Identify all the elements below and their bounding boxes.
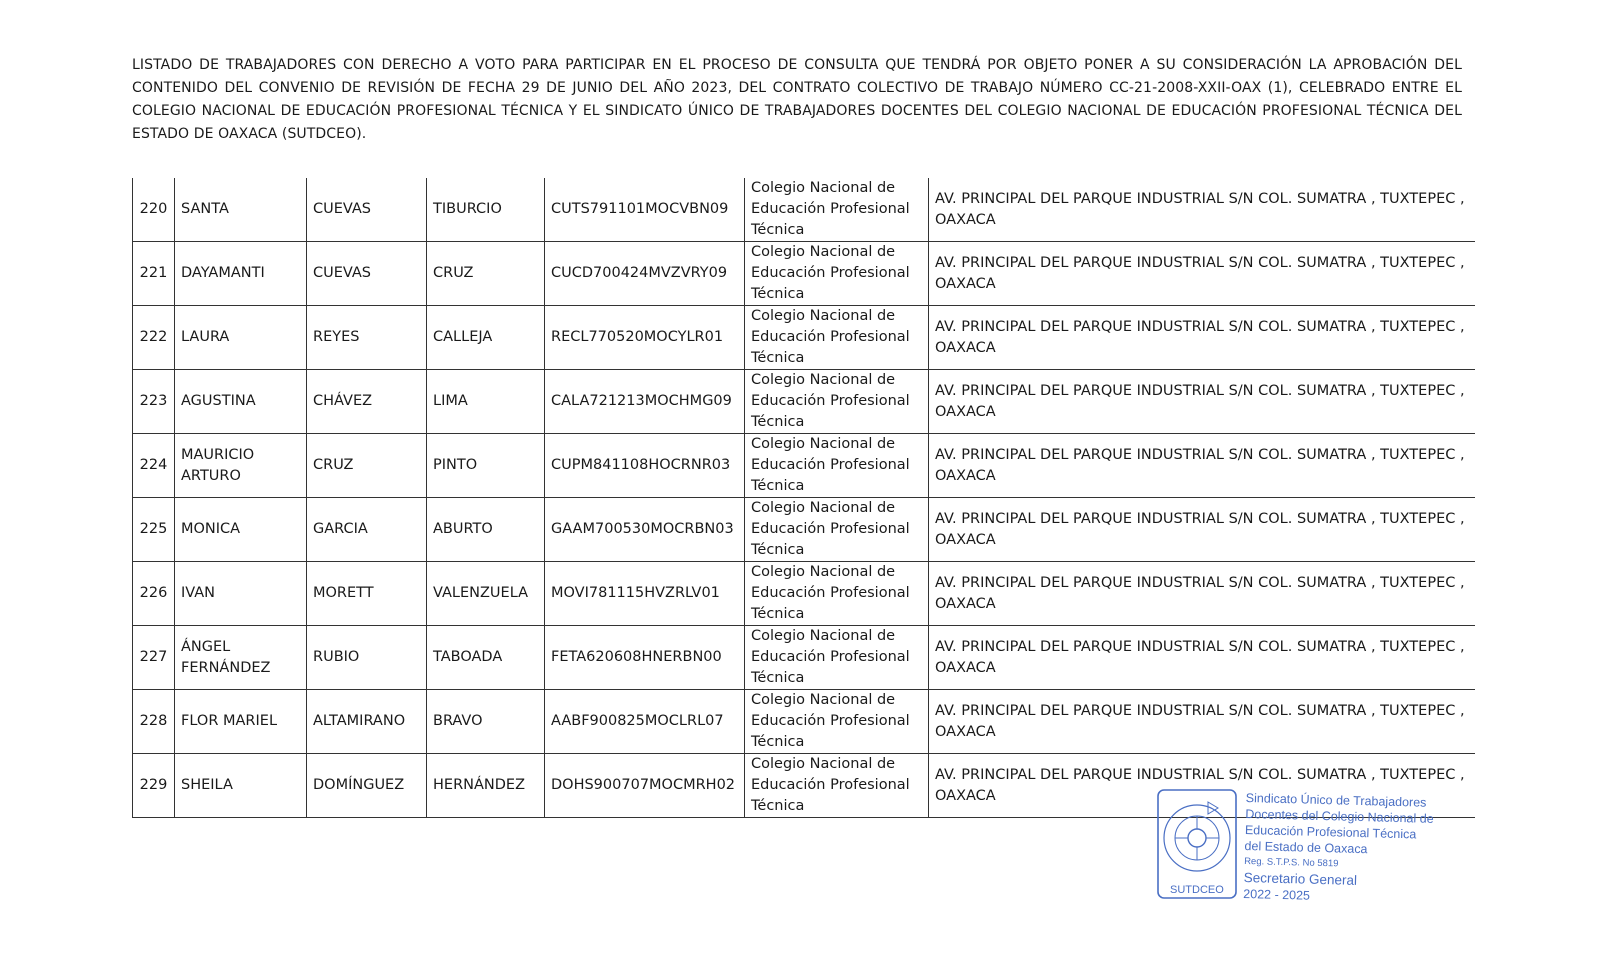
cell-paterno: DOMÍNGUEZ [307,754,427,818]
cell-domicilio: AV. PRINCIPAL DEL PARQUE INDUSTRIAL S/N COL. SUMATRA , TUXTEPEC , OAXACA [929,754,1475,818]
cell-num: 223 [133,370,175,434]
cell-nombre: LAURA [175,306,307,370]
cell-domicilio: AV. PRINCIPAL DEL PARQUE INDUSTRIAL S/N COL. SUMATRA , TUXTEPEC , OAXACA [929,626,1475,690]
cell-paterno: CRUZ [307,434,427,498]
cell-paterno: ALTAMIRANO [307,690,427,754]
union-stamp [1156,788,1456,908]
stamp-registro: Reg. S.T.P.S. No 5819 [1243,855,1339,870]
cell-institucion: Colegio Nacional de Educación Profesional Técnica [745,754,929,818]
cell-institucion: Colegio Nacional de Educación Profesional Técnica [745,626,929,690]
cell-materno: PINTO [427,434,545,498]
table-row [133,242,1475,306]
cell-num: 222 [133,306,175,370]
cell-materno: HERNÁNDEZ [427,754,545,818]
cell-nombre: AGUSTINA [175,370,307,434]
cell-nombre: SANTA [175,178,307,242]
cell-paterno: CHÁVEZ [307,370,427,434]
cell-materno: ABURTO [427,498,545,562]
cell-num: 224 [133,434,175,498]
cell-curp: CUTS791101MOCVBN09 [545,178,745,242]
document-heading: LISTADO DE TRABAJADORES CON DERECHO A VOTO PARA PARTICIPAR EN EL PROCESO DE CONSULTA QUE TENDRÁ POR OBJETO PONER A SU CONSIDERACIÓN LA APROBACIÓN DEL CONTENIDO DEL CONVENIO DE REVISIÓN DE FECHA 29 DE JUNIO DEL AÑO 2023, DEL CONTRATO COLECTIVO DE TRABAJO NÚMERO CC-21-2008-XXII-OAX (1), CELEBRADO ENTRE EL COLEGIO NACIONAL DE EDUCACIÓN PROFESIONAL TÉCNICA Y EL SINDICATO ÚNICO DE TRABAJADORES DOCENTES DEL COLEGIO NACIONAL DE EDUCACIÓN PROFESIONAL TÉCNICA DEL ESTADO DE OAXACA (SUTDCEO). [132,57,1462,142]
cell-num: 220 [133,178,175,242]
cell-domicilio: AV. PRINCIPAL DEL PARQUE INDUSTRIAL S/N COL. SUMATRA , TUXTEPEC , OAXACA [929,562,1475,626]
cell-curp: CUCD700424MVZVRY09 [545,242,745,306]
table-row [133,690,1475,754]
cell-institucion: Colegio Nacional de Educación Profesional Técnica [745,370,929,434]
cell-num: 221 [133,242,175,306]
table-body [133,178,1475,818]
stamp-text [1243,790,1434,907]
cell-institucion: Colegio Nacional de Educación Profesional Técnica [745,434,929,498]
cell-materno: LIMA [427,370,545,434]
cell-paterno: CUEVAS [307,178,427,242]
stamp-line: Sindicato Único de Trabajadores [1245,790,1427,810]
cell-paterno: RUBIO [307,626,427,690]
cell-materno: CALLEJA [427,306,545,370]
cell-institucion: Colegio Nacional de Educación Profesional Técnica [745,498,929,562]
cell-institucion: Colegio Nacional de Educación Profesional Técnica [745,242,929,306]
stamp-line: del Estado de Oaxaca [1244,838,1368,857]
table-row [133,370,1475,434]
cell-num: 227 [133,626,175,690]
cell-domicilio: AV. PRINCIPAL DEL PARQUE INDUSTRIAL S/N COL. SUMATRA , TUXTEPEC , OAXACA [929,306,1475,370]
voter-table [132,178,1475,818]
cell-paterno: REYES [307,306,427,370]
cell-nombre: MAURICIO ARTURO [175,434,307,498]
cell-curp: CALA721213MOCHMG09 [545,370,745,434]
cell-institucion: Colegio Nacional de Educación Profesional Técnica [745,562,929,626]
cell-domicilio: AV. PRINCIPAL DEL PARQUE INDUSTRIAL S/N COL. SUMATRA , TUXTEPEC , OAXACA [929,370,1475,434]
cell-nombre: ÁNGEL FERNÁNDEZ [175,626,307,690]
cell-curp: CUPM841108HOCRNR03 [545,434,745,498]
cell-institucion: Colegio Nacional de Educación Profesional Técnica [745,178,929,242]
cell-materno: VALENZUELA [427,562,545,626]
cell-institucion: Colegio Nacional de Educación Profesional Técnica [745,306,929,370]
cell-domicilio: AV. PRINCIPAL DEL PARQUE INDUSTRIAL S/N COL. SUMATRA , TUXTEPEC , OAXACA [929,690,1475,754]
cell-curp: MOVI781115HVZRLV01 [545,562,745,626]
table-row [133,562,1475,626]
cell-domicilio: AV. PRINCIPAL DEL PARQUE INDUSTRIAL S/N COL. SUMATRA , TUXTEPEC , OAXACA [929,434,1475,498]
cell-nombre: FLOR MARIEL [175,690,307,754]
table-row [133,626,1475,690]
table-row [133,306,1475,370]
cell-paterno: CUEVAS [307,242,427,306]
cell-curp: FETA620608HNERBN00 [545,626,745,690]
cell-materno: CRUZ [427,242,545,306]
cell-num: 226 [133,562,175,626]
cell-paterno: GARCIA [307,498,427,562]
cell-domicilio: AV. PRINCIPAL DEL PARQUE INDUSTRIAL S/N COL. SUMATRA , TUXTEPEC , OAXACA [929,242,1475,306]
cell-curp: GAAM700530MOCRBN03 [545,498,745,562]
stamp-periodo: 2022 - 2025 [1243,886,1311,903]
table-row [133,178,1475,242]
stamp-line: Docentes del Colegio Nacional de [1245,806,1434,826]
cell-nombre: MONICA [175,498,307,562]
cell-num: 228 [133,690,175,754]
cell-materno: BRAVO [427,690,545,754]
cell-num: 229 [133,754,175,818]
cell-institucion: Colegio Nacional de Educación Profesional Técnica [745,690,929,754]
cell-paterno: MORETT [307,562,427,626]
seal-label: SUTDCEO [1170,884,1224,896]
stamp-cargo: Secretario General [1243,869,1358,888]
cell-nombre: IVAN [175,562,307,626]
cell-num: 225 [133,498,175,562]
cell-curp: DOHS900707MOCMRH02 [545,754,745,818]
cell-materno: TIBURCIO [427,178,545,242]
cell-materno: TABOADA [427,626,545,690]
cell-domicilio: AV. PRINCIPAL DEL PARQUE INDUSTRIAL S/N COL. SUMATRA , TUXTEPEC , OAXACA [929,178,1475,242]
cell-domicilio: AV. PRINCIPAL DEL PARQUE INDUSTRIAL S/N COL. SUMATRA , TUXTEPEC , OAXACA [929,498,1475,562]
cell-curp: RECL770520MOCYLR01 [545,306,745,370]
cell-nombre: SHEILA [175,754,307,818]
cell-curp: AABF900825MOCLRL07 [545,690,745,754]
table-row [133,498,1475,562]
cell-nombre: DAYAMANTI [175,242,307,306]
stamp-line: Educación Profesional Técnica [1244,822,1417,842]
table-row [133,434,1475,498]
